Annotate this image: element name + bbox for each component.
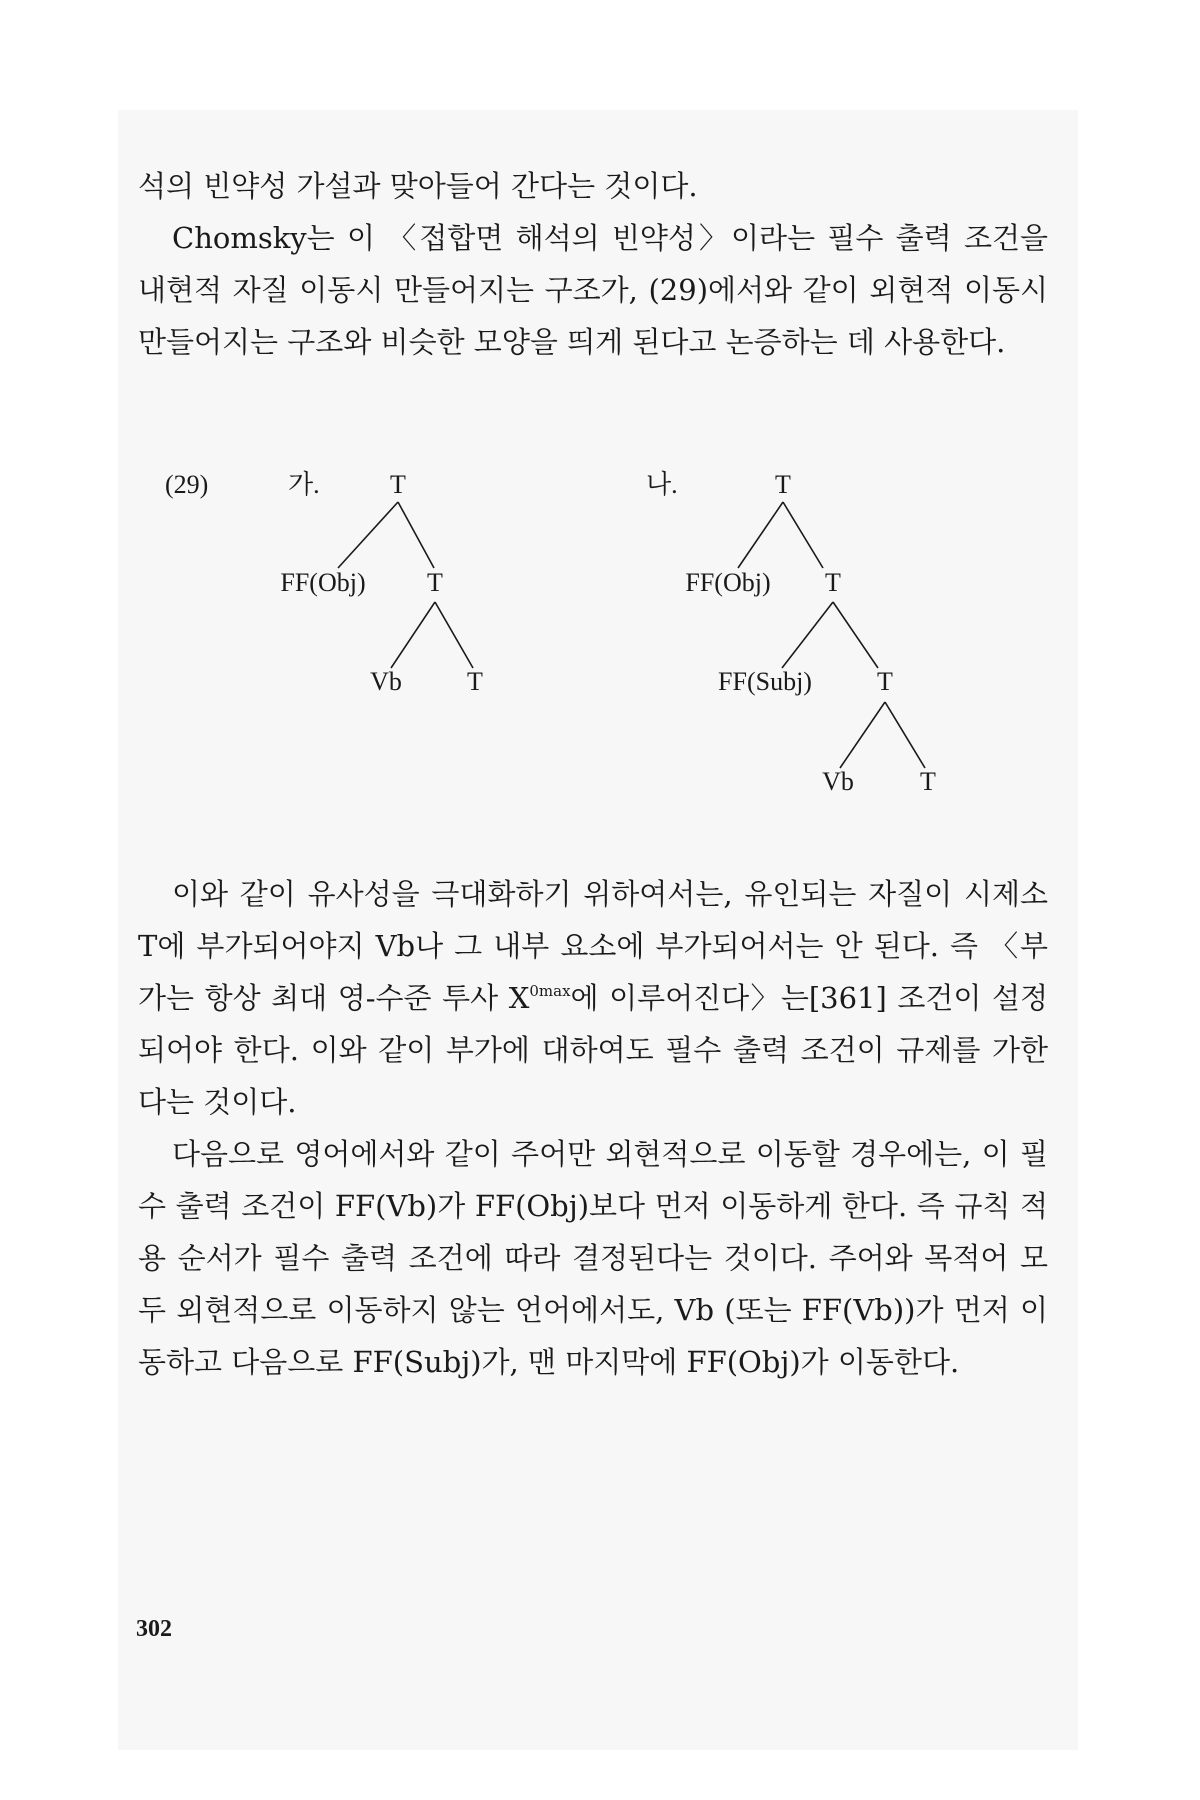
- tree-b-branch: [783, 502, 823, 568]
- page-number: 302: [136, 1616, 172, 1642]
- superscript-0max: 0max: [529, 982, 571, 1000]
- tree-b-label: 나.: [646, 470, 678, 499]
- paragraph-2: [138, 868, 1048, 1128]
- paragraph-2-part1: 이와 같이 유사성을 극대화하기 위하여서는, 유인되는 자질이 시제소 T에 부가되어야지 Vb나 그 내부 요소에 부가되어서는 안 된다. 즉 〈부가는 항상 최대 영-수준 투사 X: [138, 877, 1048, 1015]
- tree-a-branch: [435, 602, 473, 668]
- tree-b-branch: [782, 602, 833, 668]
- tree-b-branch: [738, 502, 783, 568]
- tree-a-label: 가.: [288, 470, 320, 499]
- tree-b-node-t: T: [825, 568, 841, 597]
- example-number: (29): [165, 470, 209, 499]
- paragraph-1-body: Chomsky는 이 〈접합면 해석의 빈약성〉이라는 필수 출력 조건을 내현적 자질 이동시 만들어지는 구조가, (29)에서와 같이 외현적 이동시 만들어지는 구조와 비슷한 모양을 띄게 된다고 논증하는 데 사용한다.: [138, 221, 1048, 359]
- tree-a-branch: [338, 502, 398, 568]
- tree-a-node-ffobj: FF(Obj): [280, 568, 366, 597]
- tree-b-branch: [885, 702, 925, 768]
- tree-b-node-ffobj: FF(Obj): [685, 568, 771, 597]
- tree-b-branch: [840, 702, 885, 768]
- tree-b-node-t: T: [920, 767, 936, 796]
- paragraph-2-body: [138, 868, 1048, 1128]
- tree-a-node-t: T: [427, 568, 443, 597]
- paragraph-3-body: 다음으로 영어에서와 같이 주어만 외현적으로 이동할 경우에는, 이 필수 출력 조건이 FF(Vb)가 FF(Obj)보다 먼저 이동하게 한다. 즉 규칙 적용 순서가 필수 출력 조건에 따라 결정된다는 것이다. 주어와 목적어 모두 외현적으로 이동하지 않는 언어에서도, Vb (또는 FF(Vb))가 먼저 이동하고 다음으로 FF(Subj)가, 맨 마지막에 FF(Obj)가 이동한다.: [138, 1137, 1048, 1379]
- paragraph-1: [138, 160, 1048, 368]
- tree-a-branch: [398, 502, 434, 568]
- tree-a-branch: [391, 602, 435, 668]
- tree-a-node-vb: Vb: [370, 667, 402, 696]
- paragraph-2-part2: 에 이루어진다〉는[361] 조건이 설정되어야 한다. 이와 같이 부가에 대하여도 필수 출력 조건이 규제를 가한다는 것이다.: [138, 981, 1048, 1119]
- tree-b-node-vb: Vb: [822, 767, 854, 796]
- paragraph-3: [138, 1128, 1048, 1388]
- tree-a-node-t: T: [467, 667, 483, 696]
- paragraph-1-carryover: 석의 빈약성 가설과 맞아들어 간다는 것이다.: [138, 169, 698, 203]
- tree-b-node-ffsubj: FF(Subj): [718, 667, 812, 696]
- tree-b-branch: [833, 602, 878, 668]
- example-29-trees: [0, 450, 1200, 810]
- tree-b-node-t: T: [877, 667, 893, 696]
- tree-a-root: T: [390, 470, 406, 499]
- tree-b-root: T: [775, 470, 791, 499]
